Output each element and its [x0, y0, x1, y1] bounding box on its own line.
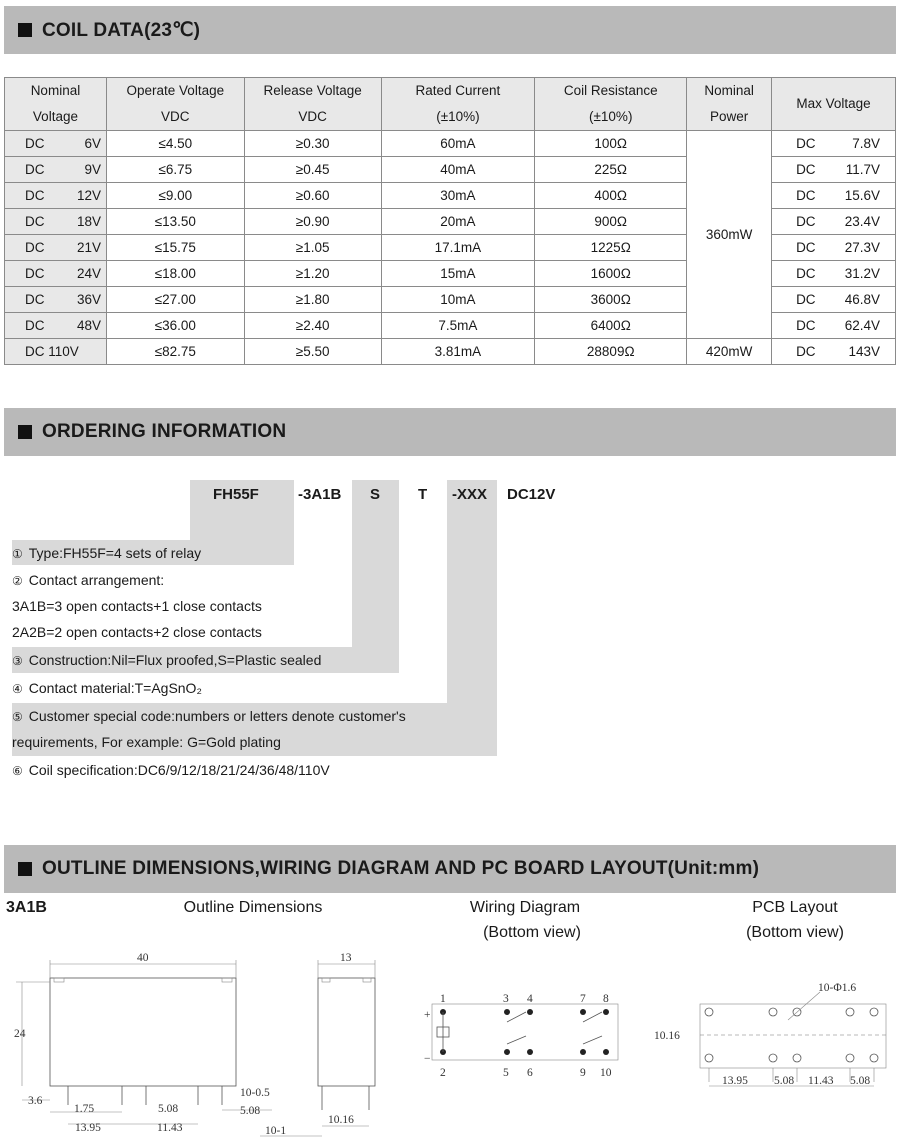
item-material: ④ Contact material:T=AgSnO₂ [12, 680, 202, 696]
dim-pin-height: 3.6 [28, 1095, 43, 1107]
dim-side-width: 13 [340, 952, 352, 964]
dim-d5: 5.08 [240, 1105, 261, 1117]
cell-operate-voltage: ≤18.00 [106, 261, 244, 287]
table-row [5, 131, 896, 157]
cell-coil-resistance: 1600Ω [535, 261, 687, 287]
cell-nominal-voltage: DC 12V [5, 183, 107, 209]
cell-max-voltage: DC 15.6V [772, 183, 896, 209]
cell-nominal-voltage: DC 48V [5, 313, 107, 339]
svg-text:1: 1 [440, 993, 446, 1005]
cell-operate-voltage: ≤4.50 [106, 131, 244, 157]
svg-text:4: 4 [527, 993, 533, 1005]
dim-side-pin-n: 10-1 [265, 1125, 287, 1137]
code-material: T [418, 486, 428, 503]
outline-side-view [260, 952, 375, 1137]
wiring-diagram [424, 993, 618, 1079]
section-title: OUTLINE DIMENSIONS,WIRING DIAGRAM AND PC BOARD LAYOUT(Unit:mm) [42, 858, 760, 879]
cell-coil-resistance: 100Ω [535, 131, 687, 157]
cell-rated-current: 7.5mA [381, 313, 535, 339]
cell-coil-resistance: 1225Ω [535, 235, 687, 261]
cell-coil-resistance: 900Ω [535, 209, 687, 235]
cell-rated-current: 40mA [381, 157, 535, 183]
pcb-s2: 5.08 [774, 1075, 795, 1087]
item-contact: ② Contact arrangement: [12, 572, 165, 588]
cell-release-voltage: ≥2.40 [244, 313, 381, 339]
header-rated-current: Rated Current (±10%) [381, 78, 535, 131]
cell-max-voltage: DC 31.2V [772, 261, 896, 287]
dim-d1: 1.75 [74, 1103, 95, 1115]
dim-width: 40 [137, 952, 149, 964]
coil-data-header [4, 6, 896, 54]
svg-text:6: 6 [527, 1067, 533, 1079]
cell-nominal-voltage: DC 21V [5, 235, 107, 261]
dim-d4: 11.43 [157, 1122, 183, 1134]
cell-rated-current: 15mA [381, 261, 535, 287]
dimension-drawings [0, 940, 900, 1139]
cell-rated-current: 3.81mA [381, 339, 535, 365]
outline-front-view [14, 952, 272, 1134]
svg-text:7: 7 [580, 993, 586, 1005]
coil-data-table [4, 77, 896, 365]
cell-coil-resistance: 3600Ω [535, 287, 687, 313]
item-type: ① Type:FH55F=4 sets of relay [12, 545, 202, 561]
header-nominal-voltage: Nominal Voltage [5, 78, 107, 131]
item-customer: ⑤ Customer special code:numbers or letters denote customer's [12, 708, 406, 724]
cell-operate-voltage: ≤13.50 [106, 209, 244, 235]
dim-side-pin: 10.16 [328, 1114, 354, 1126]
cell-coil-resistance: 400Ω [535, 183, 687, 209]
code-contact: -3A1B [298, 486, 342, 503]
svg-text:2: 2 [440, 1067, 446, 1079]
cell-nominal-power: 360mW [687, 131, 772, 339]
cell-operate-voltage: ≤27.00 [106, 287, 244, 313]
svg-text:10: 10 [600, 1067, 612, 1079]
header-nominal-power: Nominal Power [687, 78, 772, 131]
item-construction: ③ Construction:Nil=Flux proofed,S=Plastic sealed [12, 652, 322, 668]
cell-coil-resistance: 28809Ω [535, 339, 687, 365]
cell-nominal-voltage: DC 9V [5, 157, 107, 183]
table-row [5, 339, 896, 365]
pcb-s3: 11.43 [808, 1075, 834, 1087]
dimensions-header [4, 845, 896, 893]
cell-release-voltage: ≥0.45 [244, 157, 381, 183]
cell-release-voltage: ≥1.80 [244, 287, 381, 313]
svg-text:3: 3 [503, 993, 509, 1005]
ordering-header [4, 408, 896, 456]
item-customer-b: requirements, For example: G=Gold plating [12, 734, 281, 750]
svg-text:−: − [424, 1053, 431, 1065]
header-max-voltage: Max Voltage [772, 78, 896, 131]
cell-nominal-voltage: DC 110V [5, 339, 107, 365]
dim-d2: 13.95 [75, 1122, 101, 1134]
header-operate-voltage: Operate Voltage VDC [106, 78, 244, 131]
cell-rated-current: 10mA [381, 287, 535, 313]
header-coil-resistance: Coil Resistance (±10%) [535, 78, 687, 131]
svg-text:9: 9 [580, 1067, 586, 1079]
code-construction: S [370, 486, 381, 503]
svg-text:8: 8 [603, 993, 609, 1005]
cell-nominal-power: 420mW [687, 339, 772, 365]
code-customer: -XXX [452, 486, 488, 503]
cell-max-voltage: DC 62.4V [772, 313, 896, 339]
cell-rated-current: 17.1mA [381, 235, 535, 261]
section-title: COIL DATA(23℃) [42, 19, 201, 41]
cell-operate-voltage: ≤6.75 [106, 157, 244, 183]
cell-release-voltage: ≥1.05 [244, 235, 381, 261]
pcb-s1: 13.95 [722, 1075, 748, 1087]
cell-rated-current: 60mA [381, 131, 535, 157]
pcb-s4: 5.08 [850, 1075, 871, 1087]
table-header-row [5, 78, 896, 131]
cell-rated-current: 20mA [381, 209, 535, 235]
pcb-layout [654, 982, 886, 1087]
item-contact-a: 3A1B=3 open contacts+1 close contacts [12, 598, 262, 614]
dim-pin-width: 10-0.5 [240, 1087, 270, 1099]
model-label: 3A1B [6, 899, 47, 916]
square-bullet-icon [18, 425, 32, 439]
pcb-label: PCB Layout (Bottom view) [746, 899, 844, 941]
cell-nominal-voltage: DC 36V [5, 287, 107, 313]
item-coil: ⑥ Coil specification:DC6/9/12/18/21/24/36/48/110V [12, 762, 330, 778]
cell-nominal-voltage: DC 24V [5, 261, 107, 287]
cell-operate-voltage: ≤15.75 [106, 235, 244, 261]
code-type: FH55F [213, 486, 259, 503]
cell-nominal-voltage: DC 18V [5, 209, 107, 235]
square-bullet-icon [18, 862, 32, 876]
item-contact-b: 2A2B=2 open contacts+2 close contacts [12, 624, 262, 640]
cell-operate-voltage: ≤82.75 [106, 339, 244, 365]
cell-release-voltage: ≥5.50 [244, 339, 381, 365]
cell-operate-voltage: ≤36.00 [106, 313, 244, 339]
cell-max-voltage: DC 27.3V [772, 235, 896, 261]
dim-height: 24 [14, 1028, 26, 1040]
svg-text:5: 5 [503, 1067, 509, 1079]
cell-coil-resistance: 225Ω [535, 157, 687, 183]
outline-label: Outline Dimensions [183, 899, 323, 916]
section-title: ORDERING INFORMATION [42, 421, 287, 442]
cell-rated-current: 30mA [381, 183, 535, 209]
cell-release-voltage: ≥0.90 [244, 209, 381, 235]
code-coil: DC12V [507, 486, 556, 503]
dim-d3: 5.08 [158, 1103, 179, 1115]
wiring-label: Wiring Diagram (Bottom view) [469, 899, 581, 941]
cell-operate-voltage: ≤9.00 [106, 183, 244, 209]
cell-nominal-voltage: DC 6V [5, 131, 107, 157]
svg-text:+: + [424, 1009, 431, 1021]
square-bullet-icon [18, 23, 32, 37]
header-release-voltage: Release Voltage VDC [244, 78, 381, 131]
cell-release-voltage: ≥1.20 [244, 261, 381, 287]
cell-max-voltage: DC 7.8V [772, 131, 896, 157]
cell-max-voltage: DC 23.4V [772, 209, 896, 235]
cell-max-voltage: DC 11.7V [772, 157, 896, 183]
pcb-hole: 10-Φ1.6 [818, 982, 857, 994]
cell-max-voltage: DC 46.8V [772, 287, 896, 313]
pcb-row: 10.16 [654, 1030, 680, 1042]
cell-coil-resistance: 6400Ω [535, 313, 687, 339]
cell-max-voltage: DC 143V [772, 339, 896, 365]
cell-release-voltage: ≥0.30 [244, 131, 381, 157]
cell-release-voltage: ≥0.60 [244, 183, 381, 209]
